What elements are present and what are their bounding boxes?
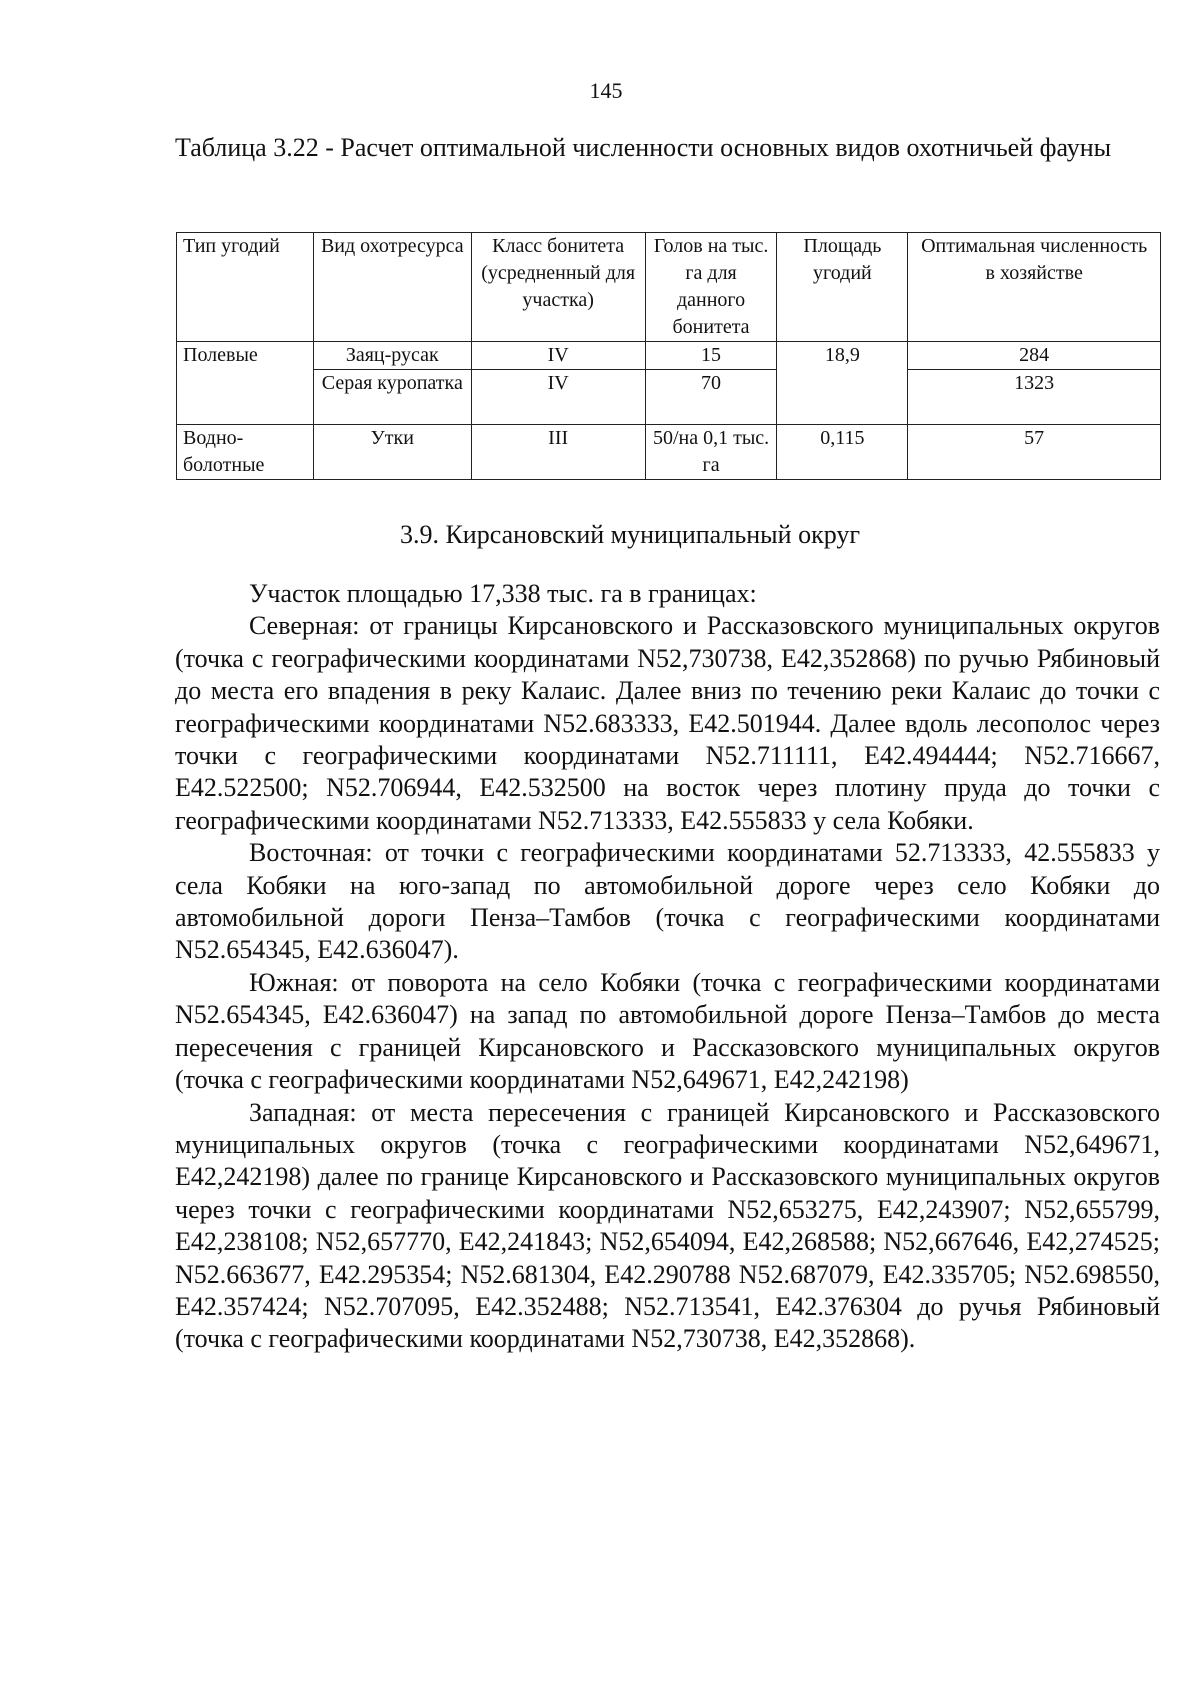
table-caption: Таблица 3.22 - Расчет оптимальной численности основных видов охотничьей фауны	[175, 133, 1112, 162]
section-title: 3.9. Кирсановский муниципальный округ	[399, 520, 861, 549]
cell-optimal: 1323	[908, 370, 1161, 425]
paragraph-south-border: Южная: от поворота на село Кобяки (точка с географическими координатами N52.654345, E42.636047) на запад по автомобильной дороге Пенза–Тамбов до места пересечения с границей Кирсановского и Рассказовского муниципальных округов (точка с географическими координатами N52,649671, E42,242198)	[175, 967, 1160, 1095]
cell-species: Утки	[313, 425, 471, 480]
paragraph-east-border: Восточная: от точки с географическими координатами 52.713333, 42.555833 у села Кобяки на юго-запад по автомобильной дороге через село Кобяки до автомобильной дороги Пенза–Тамбов (точка с географическими координатами N52.654345, E42.636047).	[175, 838, 1160, 965]
body-text	[175, 578, 1160, 1356]
table-header-row	[177, 233, 1161, 342]
table-row	[177, 342, 1161, 370]
table-row	[177, 370, 1161, 425]
fauna-table	[176, 232, 1161, 480]
cell-species: Серая куропатка	[313, 370, 471, 425]
cell-class: III	[471, 425, 645, 480]
paragraph-area: Участок площадью 17,338 тыс. га в границах:	[249, 579, 757, 608]
paragraph-north-border: Северная: от границы Кирсановского и Рассказовского муниципальных округов (точка с географическими координатами N52,730738, E42,352868) по ручью Рябиновый до места его впадения в реку Калаис. Далее вниз по течению реки Калаис до точки с географическими координатами N52.683333, E42.501944. Далее вдоль лесополос через точки с географическими координатами N52.711111, E42.494444; N52.716667, E42.522500; N52.706944, E42.532500 на восток через плотину пруда до точки с географическими координатами N52.713333, E42.555833 у села Кобяки.	[175, 611, 1160, 835]
header-cell-land-type: Тип угодий	[177, 233, 314, 342]
header-cell-area: Площадь угодий	[777, 233, 908, 342]
cell-area: 18,9	[777, 342, 908, 425]
cell-optimal: 284	[908, 342, 1161, 370]
cell-optimal: 57	[908, 425, 1161, 480]
paragraph-west-border: Западная: от места пересечения с границей Кирсановского и Рассказовского муниципальных округов (точка с географическими координатами N52,649671, E42,242198) далее по границе Кирсановского и Рассказовского муниципальных округов через точки с географическими координатами N52,653275, E42,243907; N52,655799, E42,238108; N52,657770, E42,241843; N52,654094, E42,268588; N52,667646, E42,274525; N52.663677, E42.295354; N52.681304, E42.290788 N52.687079, E42.335705; N52.698550, E42.357424; N52.707095, E42.352488; N52.713541, E42.376304 до ручья Рябиновый (точка с географическими координатами N52,730738, E42,352868).	[175, 1097, 1160, 1354]
cell-species: Заяц-русак	[313, 342, 471, 370]
cell-heads: 15	[645, 342, 777, 370]
cell-land-type: Полевые	[177, 342, 314, 425]
cell-class: IV	[471, 342, 645, 370]
cell-land-type: Водно-болотные	[177, 425, 314, 480]
cell-heads: 50/на 0,1 тыс. га	[645, 425, 777, 480]
header-cell-class: Класс бонитета (усредненный для участка)	[471, 233, 645, 342]
header-cell-species: Вид охотресурса	[313, 233, 471, 342]
header-cell-optimal: Оптимальная численность в хозяйстве	[908, 233, 1161, 342]
page-number: 145	[589, 78, 623, 103]
header-cell-heads: Голов на тыс. га для данного бонитета	[645, 233, 777, 342]
table-row	[177, 425, 1161, 480]
cell-heads: 70	[645, 370, 777, 425]
cell-class: IV	[471, 370, 645, 425]
cell-area: 0,115	[777, 425, 908, 480]
